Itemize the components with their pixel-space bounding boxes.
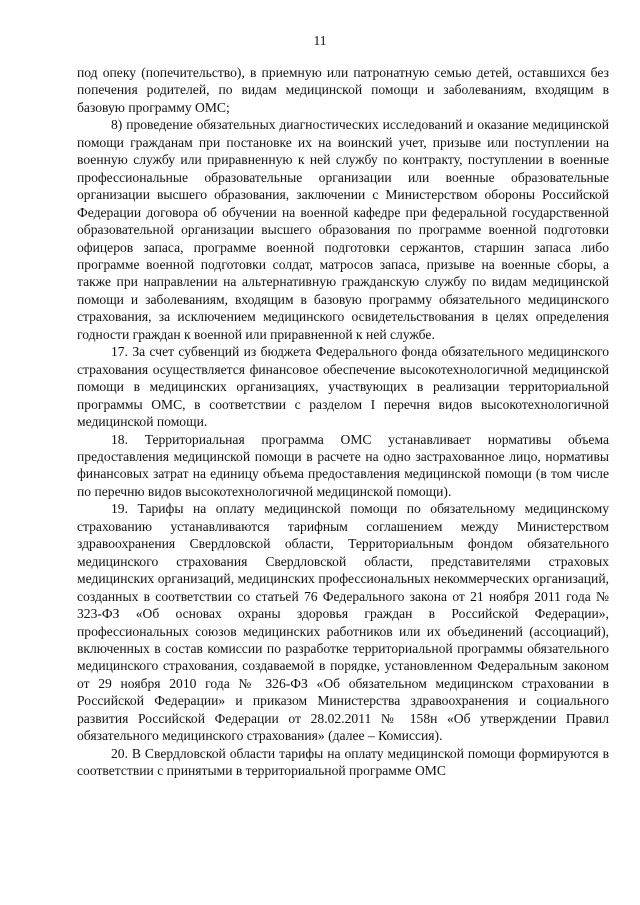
paragraph-20: 20. В Свердловской области тарифы на оплату медицинской помощи формируются в соответствии с принятыми в территориальной программе ОМС [77, 745, 609, 779]
document-body [77, 64, 609, 780]
paragraph-continuation: под опеку (попечительство), в приемную или патронатную семью детей, оставшихся без попечения родителей, по видам медицинской помощи и заболеваниям, входящим в базовую программу ОМС; [77, 65, 609, 115]
paragraph-17: 17. За счет субвенций из бюджета Федерального фонда обязательного медицинского страхования осуществляется финансовое обеспечение высокотехнологичной медицинской помощи в медицинских организациях, участвующих в реализации территориальной программы ОМС, в соответствии с разделом I перечня видов высокотехнологичной медицинской помощи. [77, 344, 609, 430]
paragraph-item-8: 8) проведение обязательных диагностических исследований и оказание медицинской помощи гражданам при постановке их на воинский учет, призыве или поступлении на военную службу или приравненную к ней службу по контракту, поступлении в военные профессиональные образовательные организации или военные образовательные организации высшего образования, заключении с Министерством обороны Российской Федерации договора об обучении на военной кафедре при федеральной государственной образовательной организации высшего образования по программе военной подготовки офицеров запаса, программе военной подготовки сержантов, старшин запаса либо программе военной подготовки солдат, матросов запаса, призыве на военные сборы, а также при направлении на альтернативную гражданскую службу по видам медицинской помощи и заболеваниям, входящим в базовую программу обязательного медицинского страхования, за исключением медицинского освидетельствования в целях определения годности граждан к военной или приравненной к ней службе. [77, 117, 609, 342]
page-number: 11 [313, 33, 327, 48]
paragraph-19: 19. Тарифы на оплату медицинской помощи по обязательному медицинскому страхованию устанавливаются тарифным соглашением между Министерством здравоохранения Свердловской области, Территориальным фондом обязательного медицинского страхования Свердловской области, представителями страховых медицинских организаций, медицинских профессиональных некоммерческих организаций, созданных в соответствии со статьей 76 Федерального закона от 21 ноября 2011 года № 323-ФЗ «Об основах охраны здоровья граждан в Российской Федерации», профессиональных союзов медицинских работников или их объединений (ассоциаций), включенных в состав комиссии по разработке территориальной программы обязательного медицинского страхования, создаваемой в порядке, установленном Федеральным законом от 29 ноября 2010 года № 326-ФЗ «Об обязательном медицинском страховании в Российской Федерации» и приказом Министерства здравоохранения и социального развития Российской Федерации от 28.02.2011 № 158н «Об утверждении Правил обязательного медицинского страхования» (далее – Комиссия). [77, 501, 609, 744]
paragraph-18: 18. Территориальная программа ОМС устанавливает нормативы объема предоставления медицинской помощи в расчете на одно застрахованное лицо, нормативы финансовых затрат на единицу объема предоставления медицинской помощи (в том числе по перечню видов высокотехнологичной медицинской помощи). [77, 431, 609, 499]
